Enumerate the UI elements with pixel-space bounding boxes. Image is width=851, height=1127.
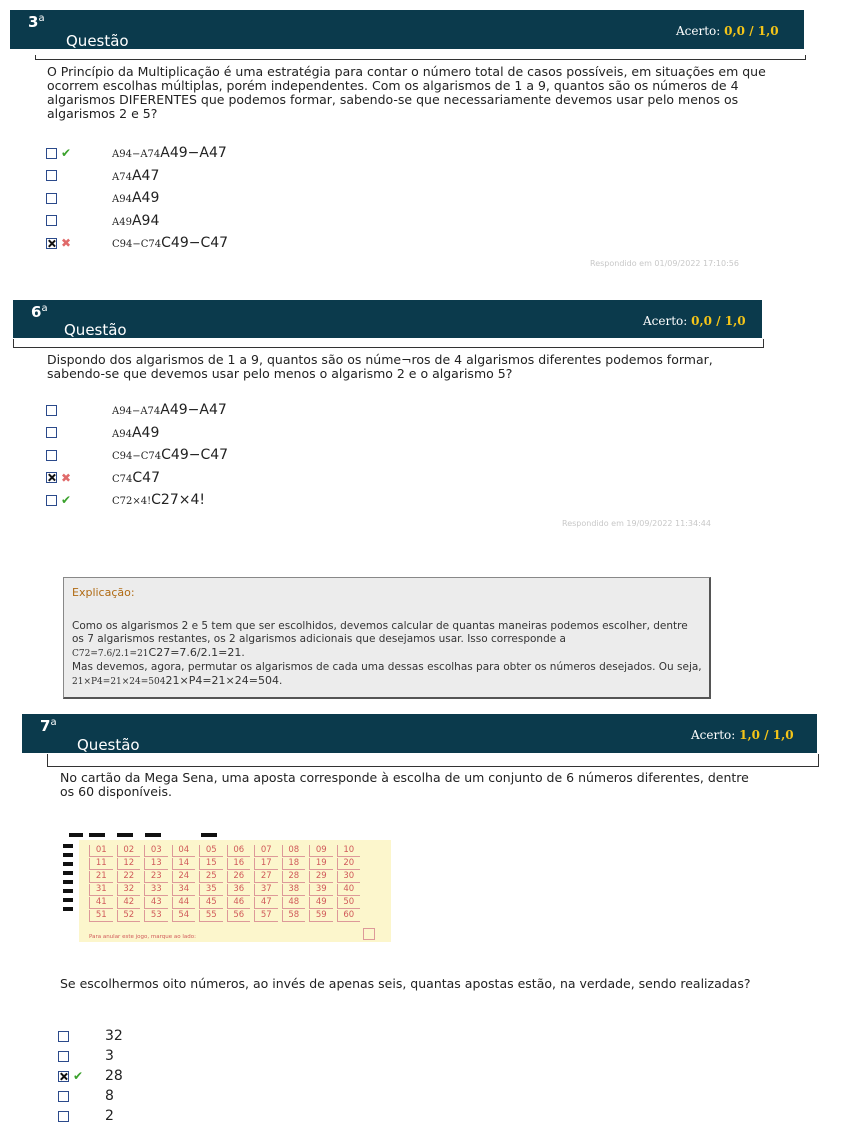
ticket-number-grid <box>79 840 391 942</box>
option-formula: 8 <box>105 1088 114 1104</box>
ticket-number: 28 <box>282 871 306 883</box>
option-formula-small: C72×4! <box>112 496 152 507</box>
ticket-number: 55 <box>199 910 223 922</box>
ticket-row <box>89 845 391 857</box>
ticket-number: 15 <box>199 858 223 870</box>
ticket-number: 54 <box>172 910 196 922</box>
option-1[interactable] <box>46 400 446 420</box>
option-formula: A49−A47 <box>160 145 227 161</box>
ticket-number: 50 <box>337 897 361 909</box>
option-text <box>112 168 159 184</box>
ticket-row <box>89 910 391 922</box>
question-7-acerto: Acerto: 1,0 / 1,0 <box>691 728 794 742</box>
ticket-number: 26 <box>227 871 251 883</box>
option-formula-small: C74 <box>112 473 133 485</box>
ticket-row <box>89 871 391 883</box>
option-checkbox[interactable] <box>58 1111 69 1122</box>
question-3-answered: Respondido em 01/09/2022 17:10:56 <box>590 259 739 268</box>
ticket-number: 44 <box>172 897 196 909</box>
question-6-header <box>13 300 762 338</box>
option-4[interactable] <box>58 1086 458 1106</box>
option-text <box>105 1088 114 1104</box>
option-formula-small: A94 <box>112 428 132 440</box>
ticket-number: 48 <box>282 897 306 909</box>
option-formula: A49 <box>131 190 160 206</box>
explanation-box <box>63 577 711 699</box>
ticket-number: 16 <box>227 858 251 870</box>
ticket-number: 39 <box>309 884 333 896</box>
option-3[interactable] <box>46 445 446 465</box>
ticket-number: 10 <box>337 845 361 857</box>
option-checkbox[interactable] <box>58 1031 69 1042</box>
option-checkbox[interactable] <box>46 450 57 461</box>
ticket-number: 45 <box>199 897 223 909</box>
question-6-label: Questão <box>64 321 127 339</box>
ticket-number: 20 <box>337 858 361 870</box>
ticket-number: 09 <box>309 845 333 857</box>
option-text <box>105 1048 114 1064</box>
formula2-small: 21×P4=21×24=504 <box>72 677 166 687</box>
option-text <box>112 213 159 229</box>
option-5[interactable] <box>46 233 446 253</box>
ticket-number: 21 <box>89 871 113 883</box>
ticket-number: 14 <box>172 858 196 870</box>
ticket-side-marks <box>63 839 73 916</box>
option-text <box>112 447 228 463</box>
option-5[interactable] <box>58 1106 458 1126</box>
ticket-number: 04 <box>172 845 196 857</box>
option-text <box>112 402 227 418</box>
option-text <box>112 235 228 251</box>
ticket-number: 43 <box>144 897 168 909</box>
ticket-number: 11 <box>89 858 113 870</box>
ticket-number: 17 <box>254 858 278 870</box>
ticket-number: 49 <box>309 897 333 909</box>
ticket-number: 57 <box>254 910 278 922</box>
option-checkbox[interactable] <box>46 238 57 249</box>
ticket-number: 53 <box>144 910 168 922</box>
option-4[interactable] <box>46 468 446 488</box>
question-7-number: 7$^a$ <box>40 717 57 735</box>
question-3-header <box>10 10 804 49</box>
option-text <box>105 1108 114 1124</box>
explanation-line2: Mas devemos, agora, permutar os algarismos de cada uma dessas escolhas para obter os números desejados. Ou seja, <box>72 661 702 673</box>
ticket-number: 27 <box>254 871 278 883</box>
ticket-number: 34 <box>172 884 196 896</box>
option-text <box>112 470 160 486</box>
ticket-number: 22 <box>117 871 141 883</box>
formula2-big: 21×P4=21×24=504 <box>165 674 279 687</box>
ticket-number: 13 <box>144 858 168 870</box>
ticket-number: 46 <box>227 897 251 909</box>
question-3-label: Questão <box>66 32 129 50</box>
option-checkbox[interactable] <box>58 1071 69 1082</box>
ticket-number: 05 <box>199 845 223 857</box>
ticket-row <box>89 884 391 896</box>
ticket-number: 03 <box>144 845 168 857</box>
option-formula: C47 <box>132 469 160 486</box>
option-1[interactable] <box>46 143 446 163</box>
ticket-number: 41 <box>89 897 113 909</box>
question-7-label: Questão <box>77 736 140 754</box>
option-formula-small: A74 <box>112 171 132 183</box>
ticket-number: 23 <box>144 871 168 883</box>
option-checkbox[interactable] <box>46 472 57 483</box>
ticket-number: 33 <box>144 884 168 896</box>
ticket-number: 40 <box>337 884 361 896</box>
ticket-number: 38 <box>282 884 306 896</box>
option-formula: A94 <box>131 212 160 229</box>
option-checkbox[interactable] <box>46 495 57 506</box>
ticket-number: 29 <box>309 871 333 883</box>
check-icon: ✔ <box>61 493 72 507</box>
ticket-number: 01 <box>89 845 113 857</box>
check-icon: ✔ <box>73 1069 84 1083</box>
question-7-header-underline <box>47 754 819 767</box>
option-1[interactable] <box>58 1026 458 1046</box>
option-text <box>112 425 159 441</box>
option-formula-small: C94−C74 <box>112 451 162 462</box>
ticket-number: 06 <box>227 845 251 857</box>
question-3-header-underline <box>35 55 806 60</box>
option-formula: 28 <box>105 1068 123 1084</box>
option-text <box>112 190 159 206</box>
option-checkbox[interactable] <box>58 1051 69 1062</box>
ticket-number: 07 <box>254 845 278 857</box>
question-6-header-underline <box>13 339 764 348</box>
ticket-number: 25 <box>199 871 223 883</box>
question-6-text: Dispondo dos algarismos de 1 a 9, quantos são os núme¬ros de 4 algarismos diferentes podemos formar, sabendo-se que devemos usar pelo menos o algarismo 2 e o algarismo 5? <box>47 352 713 381</box>
ticket-number: 47 <box>254 897 278 909</box>
mega-sena-ticket-image <box>63 825 395 950</box>
ticket-cancel-box <box>363 928 375 940</box>
ticket-number: 18 <box>282 858 306 870</box>
explanation-line1: Como os algarismos 2 e 5 tem que ser escolhidos, devemos calcular de quantas maneiras podemos escolher, dentre os 7 algarismos restantes, os 2 algarismos adicionais que desejamos usar. Isso corresponde a <box>72 620 688 645</box>
option-formula-small: A94−A74 <box>112 406 161 417</box>
ticket-number: 52 <box>117 910 141 922</box>
option-3[interactable] <box>46 188 446 208</box>
formula1-big: C27=7.6/2.1=21 <box>148 646 242 659</box>
explanation-title: Explicação: <box>72 586 135 599</box>
question-3-number: 3$^a$ <box>28 13 45 31</box>
ticket-number: 60 <box>337 910 361 922</box>
check-icon: ✔ <box>61 146 72 160</box>
cross-icon: ✖ <box>61 470 72 485</box>
formula1-small: C72=7.6/2.1=21 <box>72 649 149 659</box>
option-text <box>112 145 227 161</box>
option-formula: C49−C47 <box>161 235 229 251</box>
question-7-text: No cartão da Mega Sena, uma aposta corresponde à escolha de um conjunto de 6 números diferentes, dentre os 60 disponíveis. <box>60 770 749 799</box>
ticket-row <box>89 897 391 909</box>
ticket-number: 19 <box>309 858 333 870</box>
question-7-text2: Se escolhermos oito números, ao invés de apenas seis, quantas apostas estão, na verdade, sendo realizadas? <box>60 976 751 991</box>
ticket-number: 12 <box>117 858 141 870</box>
ticket-number: 58 <box>282 910 306 922</box>
option-checkbox[interactable] <box>46 215 57 226</box>
option-text <box>105 1068 123 1084</box>
option-formula: C49−C47 <box>161 447 229 463</box>
option-formula: A49 <box>131 424 160 441</box>
ticket-cancel-note: Para anular este jogo, marque ao lado: <box>89 934 196 940</box>
option-checkbox[interactable] <box>46 148 57 159</box>
question-3-acerto: Acerto: 0,0 / 1,0 <box>676 24 779 38</box>
option-checkbox[interactable] <box>46 405 57 416</box>
option-text <box>112 492 205 508</box>
ticket-number: 02 <box>117 845 141 857</box>
option-formula: A49−A47 <box>160 402 227 418</box>
option-5[interactable] <box>46 490 446 510</box>
ticket-number: 35 <box>199 884 223 896</box>
option-checkbox[interactable] <box>46 170 57 181</box>
option-formula: 3 <box>105 1048 114 1064</box>
option-2[interactable] <box>46 166 446 186</box>
ticket-number: 56 <box>227 910 251 922</box>
option-checkbox[interactable] <box>58 1091 69 1102</box>
option-formula-small: A94 <box>112 194 132 205</box>
ticket-number: 59 <box>309 910 333 922</box>
ticket-row <box>89 858 391 870</box>
ticket-number: 08 <box>282 845 306 857</box>
cross-icon: ✖ <box>61 236 72 250</box>
explanation-body: Como os algarismos 2 e 5 tem que ser escolhidos, devemos calcular de quantas maneiras podemos escolher, dentre os 7 algarismos restantes, os 2 algarismos adicionais que desejamos usar. Isso corresponde a C72=7.6/2.1=21C27=7.6/2.1=21. Mas devemos, agora, permutar os algarismos de cada uma dessas escolhas para obter os números desejados. Ou seja, 21×P4=21×24=50421×P4=21×24=504. <box>72 620 702 687</box>
ticket-number: 37 <box>254 884 278 896</box>
option-formula: A47 <box>131 167 160 184</box>
question-6-acerto: Acerto: 0,0 / 1,0 <box>643 314 746 328</box>
option-2[interactable] <box>58 1046 458 1066</box>
question-3-text: O Princípio da Multiplicação é uma estratégia para contar o número total de casos possíveis, em situações em que ocorrem escolhas múltiplas, porém independentes. Com os algarismos de 1 a 9, quantos são os números de 4 algarismos DIFERENTES que podemos formar, sabendo-se que necessariamente devemos usar pelo menos os algarismos 2 e 5? <box>47 64 766 121</box>
ticket-number: 32 <box>117 884 141 896</box>
option-checkbox[interactable] <box>46 193 57 204</box>
option-formula-small: A94−A74 <box>112 149 161 160</box>
option-3[interactable] <box>58 1066 458 1086</box>
option-2[interactable] <box>46 423 446 443</box>
question-6-answered: Respondido em 19/09/2022 11:34:44 <box>562 519 711 528</box>
ticket-number: 24 <box>172 871 196 883</box>
option-formula: 32 <box>105 1028 123 1044</box>
ticket-number: 30 <box>337 871 361 883</box>
ticket-number: 31 <box>89 884 113 896</box>
option-text <box>105 1028 123 1044</box>
option-formula-small: A49 <box>112 216 132 228</box>
option-4[interactable] <box>46 211 446 231</box>
question-7-header <box>22 714 817 753</box>
option-formula: 2 <box>105 1108 114 1124</box>
question-6-number: 6$^a$ <box>31 303 48 321</box>
option-checkbox[interactable] <box>46 427 57 438</box>
option-formula-small: C94−C74 <box>112 239 162 250</box>
ticket-number: 51 <box>89 910 113 922</box>
ticket-number: 36 <box>227 884 251 896</box>
ticket-number: 42 <box>117 897 141 909</box>
option-formula: C27×4! <box>151 492 205 508</box>
